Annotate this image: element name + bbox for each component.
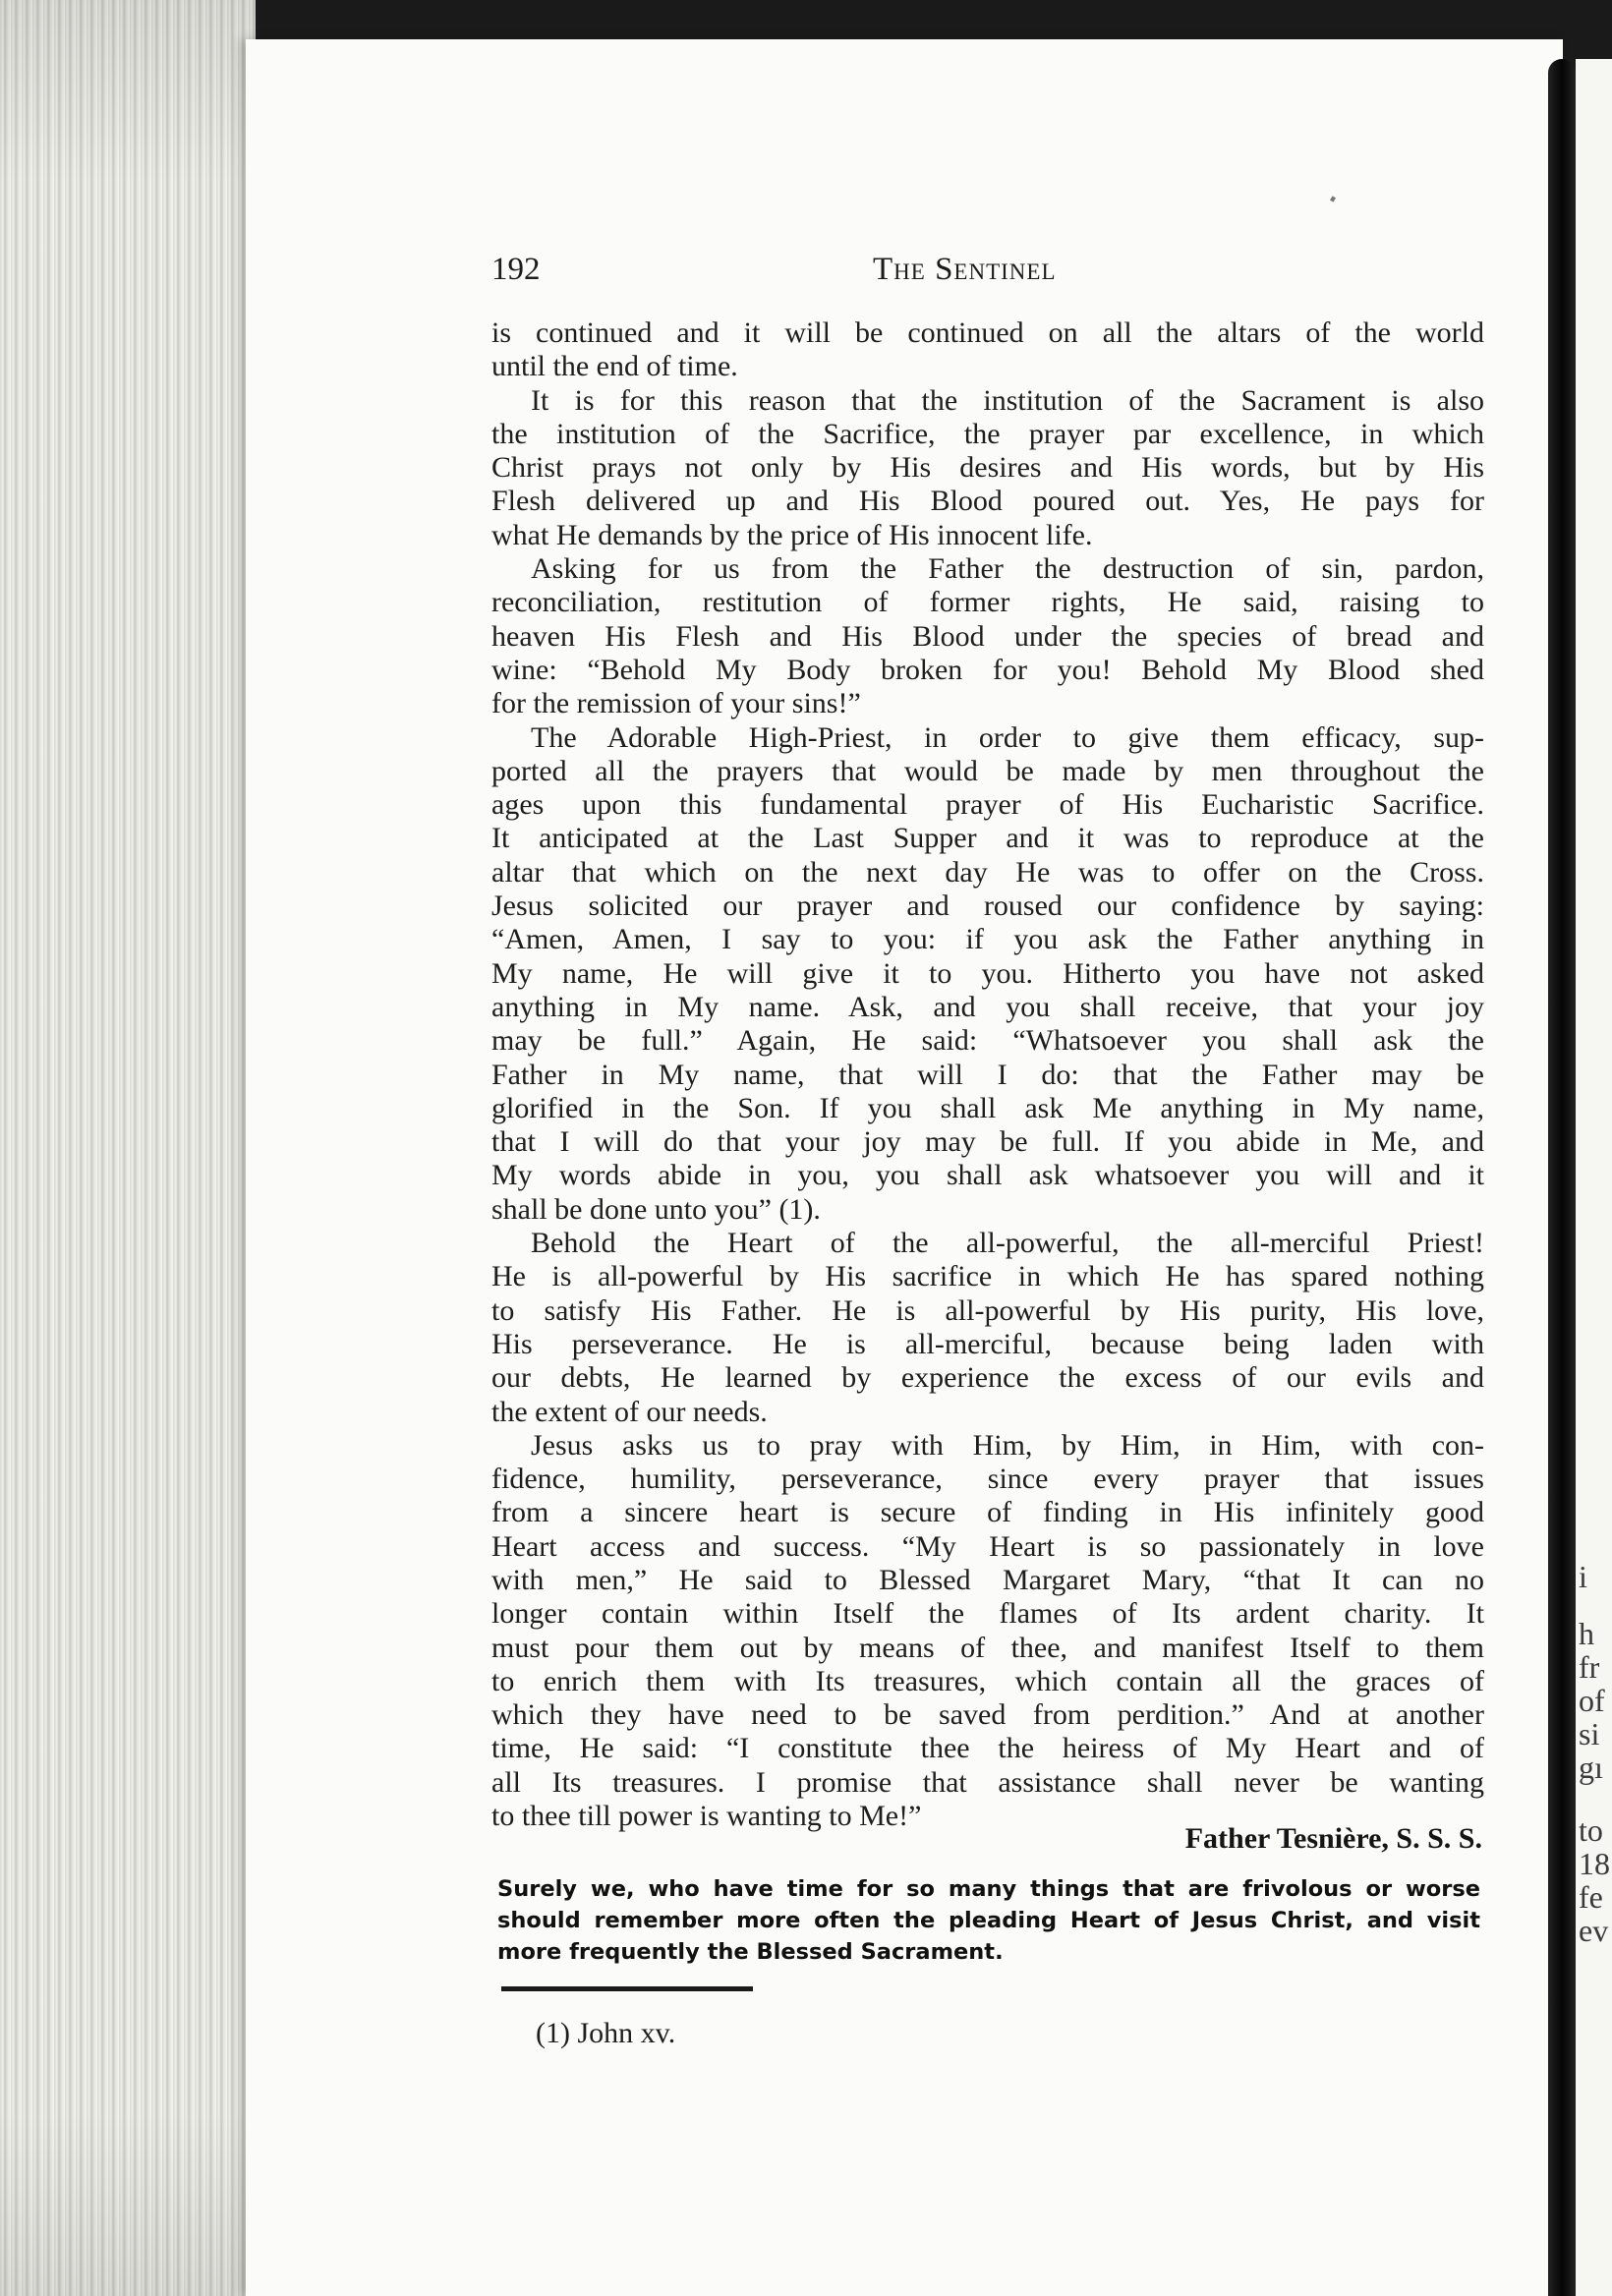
book-gutter: [1548, 59, 1576, 2296]
text-line: to satisfy His Father. He is all-powerful by His purity, His love,: [491, 1293, 1484, 1327]
fragment-text: gı: [1579, 1750, 1603, 1785]
fragment-text: fr: [1579, 1649, 1600, 1685]
text-line: wine: “Behold My Body broken for you! Behold My Blood shed: [491, 653, 1484, 686]
text-line: The Adorable High-Priest, in order to give them efficacy, sup-: [531, 720, 1484, 754]
text-line: anything in My name. Ask, and you shall receive, that your joy: [491, 990, 1484, 1023]
adjacent-page-edge: [1576, 59, 1612, 2296]
text-line: reconciliation, restitution of former rights, He said, raising to: [491, 586, 1484, 619]
text-line: ported all the prayers that would be made by men throughout the: [491, 754, 1484, 787]
text-line: from a sincere heart is secure of finding in His infinitely good: [491, 1496, 1484, 1529]
text-line: until the end of time.: [491, 350, 738, 383]
text-line: must pour them out by means of thee, and manifest Itself to them: [491, 1631, 1484, 1664]
book-page-edges: [0, 0, 256, 2296]
text-line: which they have need to be saved from perdition.” And at another: [491, 1698, 1484, 1732]
text-line: fidence, humility, perseverance, since every prayer that issues: [491, 1463, 1484, 1496]
author-signature: Father Tesnière, S. S. S.: [1184, 1822, 1482, 1855]
fragment-text: fe: [1579, 1879, 1603, 1915]
article-body: [491, 316, 1484, 1833]
text-line: ages upon this fundamental prayer of His Eucharistic Sacrifice.: [491, 788, 1484, 822]
running-head: [491, 252, 1474, 291]
text-line: time, He said: “I constitute thee the heiress of My Heart and of: [491, 1732, 1484, 1765]
text-line: Christ prays not only by His desires and His words, but by His: [491, 451, 1484, 485]
text-line: Asking for us from the Father the destruction of sin, pardon,: [531, 552, 1484, 586]
text-line: what He demands by the price of His innocent life.: [491, 518, 1093, 551]
closing-exhortation: [497, 1873, 1480, 1968]
footnote-divider: [501, 1986, 753, 1991]
text-line: My name, He will give it to you. Hitherto you have not asked: [491, 956, 1484, 990]
fragment-text: to: [1579, 1812, 1603, 1848]
text-line: altar that which on the next day He was to offer on the Cross.: [491, 855, 1484, 889]
fragment-text: si: [1579, 1716, 1600, 1751]
text-line: the institution of the Sacrifice, the prayer par excellence, in which: [491, 417, 1484, 450]
text-line: Father in My name, that will I do: that the Father may be: [491, 1058, 1484, 1091]
text-line: the extent of our needs.: [491, 1395, 768, 1428]
text-line: heaven His Flesh and His Blood under the species of bread and: [491, 619, 1484, 653]
text-line: longer contain within Itself the flames of Its ardent charity. It: [491, 1597, 1484, 1631]
callout-line: more frequently the Blessed Sacrament.: [497, 1939, 1004, 1965]
text-line: to thee till power is wanting to Me!”: [491, 1800, 922, 1833]
text-line: all Its treasures. I promise that assistance shall never be wanting: [491, 1765, 1484, 1799]
text-line: that I will do that your joy may be full. If you abide in Me, and: [491, 1125, 1484, 1159]
text-line: Heart access and success. “My Heart is so passionately in love: [491, 1529, 1484, 1563]
text-line: our debts, He learned by experience the excess of our evils and: [491, 1361, 1484, 1395]
text-line: may be full.” Again, He said: “Whatsoever you shall ask the: [491, 1024, 1484, 1058]
text-line: It is for this reason that the institution of the Sacrament is also: [531, 383, 1484, 417]
text-line: Flesh delivered up and His Blood poured out. Yes, He pays for: [491, 485, 1484, 518]
text-line: Jesus asks us to pray with Him, by Him, in Him, with con-: [531, 1428, 1484, 1462]
callout-line: should remember more often the pleading Heart of Jesus Christ, and visit: [497, 1908, 1480, 1933]
text-line: My words abide in you, you shall ask whatsoever you will and it: [491, 1159, 1484, 1192]
page-number: 192: [491, 252, 541, 287]
text-line: Jesus solicited our prayer and roused our confidence by saying:: [491, 890, 1484, 923]
text-line: Behold the Heart of the all-powerful, the all-merciful Priest!: [531, 1227, 1484, 1260]
footnote: (1) John xv.: [536, 2017, 676, 2049]
text-line: It anticipated at the Last Supper and it was to reproduce at the: [491, 822, 1484, 855]
fragment-text: 18: [1579, 1846, 1610, 1881]
text-line: shall be done unto you” (1).: [491, 1192, 821, 1226]
text-line: for the remission of your sins!”: [491, 687, 861, 720]
text-line: His perseverance. He is all-merciful, because being laden with: [491, 1327, 1484, 1360]
text-line: to enrich them with Its treasures, which contain all the graces of: [491, 1664, 1484, 1697]
page-title: The Sentinel: [873, 252, 1057, 287]
text-line: with men,” He said to Blessed Margaret Mary, “that It can no: [491, 1563, 1484, 1596]
text-line: He is all-powerful by His sacrifice in which He has spared nothing: [491, 1260, 1484, 1293]
text-line: glorified in the Son. If you shall ask Me anything in My name,: [491, 1091, 1484, 1124]
text-line: “Amen, Amen, I say to you: if you ask the Father anything in: [491, 923, 1484, 956]
fragment-text: h: [1579, 1616, 1594, 1651]
fragment-text: ev: [1579, 1913, 1609, 1948]
callout-line: Surely we, who have time for so many things that are frivolous or worse: [497, 1876, 1480, 1902]
fragment-text: of: [1579, 1683, 1605, 1718]
text-line: is continued and it will be continued on all the altars of the world: [491, 316, 1484, 349]
fragment-text: i: [1579, 1559, 1587, 1594]
